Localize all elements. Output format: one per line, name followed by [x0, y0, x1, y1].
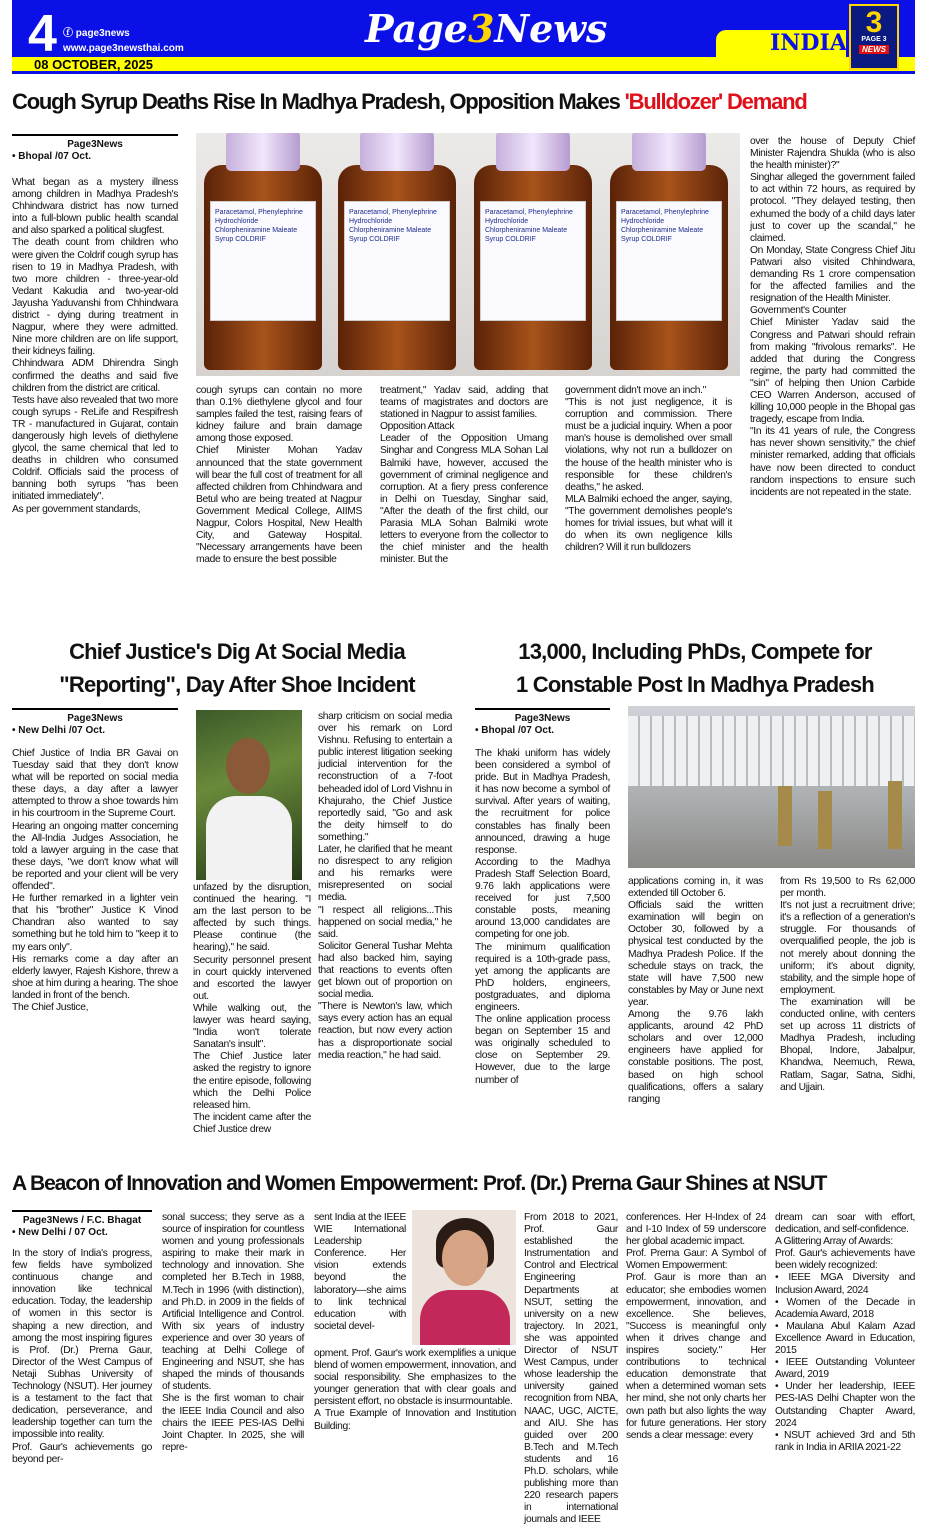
- story1-byline: Page3News • Bhopal /07 Oct.: [12, 134, 178, 163]
- article-paragraph: Prof. Gaur's achievements go beyond per-: [12, 1441, 152, 1465]
- article-paragraph: cough syrups can contain no more than 0.1% diethylene glycol and four samples failed the test, raising fears of kidney failure and brain damage among those exposed.: [196, 385, 362, 445]
- article-paragraph: • NSUT achieved 3rd and 5th rank in India in ARIIA 2021-22: [775, 1429, 915, 1453]
- story3-headline-line2: 1 Constable Post In Madhya Pradesh: [516, 672, 874, 697]
- article-paragraph: On Monday, State Congress Chief Jitu Patwari also visited Chhindwara, demanding Rs 1 crore compensation for the affected families and the resignation of the Health Minister.: [750, 244, 915, 305]
- article-paragraph: The Chief Justice,: [12, 1001, 89, 1013]
- article-paragraph: applications coming in, it was extended till October 6.: [628, 876, 763, 900]
- story4-col3a: [314, 1212, 406, 1333]
- story1-col4: [565, 385, 732, 554]
- article-paragraph: What began as a mystery illness among children in Madhya Pradesh's Chhindwara district has now turned into a full-blown public health scandal and also sparked a political slugfest.: [12, 177, 178, 237]
- article-paragraph: • IEEE Outstanding Volunteer Award, 2019: [775, 1357, 915, 1381]
- article-paragraph: from Rs 19,500 to Rs 62,000 per month.: [780, 876, 915, 900]
- article-paragraph: The examination will be conducted online, with centers set up across 11 districts of Madhya Pradesh, including Bhopal, Indore, Jabalpur, Khandwa, Neemuch, Rewa, Ratlam, Sagar, Satna, Sidhi, and Ujjain.: [780, 996, 915, 1093]
- article-paragraph: Government's Counter: [750, 305, 847, 317]
- page3news-logo: Page3News: [365, 6, 608, 51]
- article-paragraph: "There is Newton's law, which says every action has an equal reaction, but now every action has a disproportionate social media reaction," he had said.: [318, 1001, 452, 1061]
- article-paragraph: From 2018 to 2021, Prof. Gaur established the Instrumentation and Control and Electrical Engineering Departments at NSUT, setting the university on a new trajectory. In 2021, she was appointed Director of NSUT West Campus, under whose leadership the university gained recognition from NBA, NAAC, UGC, AICTE, and AIU. She has guided over 200 B.Tech and M.Tech students and 16 Ph.D. scholars, while publishing more than 220 research papers in international journals and IEEE: [524, 1212, 618, 1526]
- article-paragraph: Hearing an ongoing matter concerning the All-India Judges Association, he told a lawyer arguing in the case that these days, "we don't know what will be reported and your client will be very offended".: [12, 820, 178, 893]
- article-paragraph: Prof. Gaur's achievements have been widely recognized:: [775, 1248, 915, 1272]
- article-paragraph: sent India at the IEEE WIE International Leadership Conference. Her vision extends beyond the laboratory—she aims to link technical education with societal devel-: [314, 1212, 406, 1332]
- story4-col1: [12, 1248, 152, 1466]
- article-paragraph: • IEEE MGA Diversity and Inclusion Award, 2024: [775, 1272, 915, 1296]
- article-paragraph: The Chief Justice later asked the registry to ignore the entire episode, following which the Delhi Police released him.: [193, 1051, 311, 1111]
- story3-col1: [475, 748, 610, 1087]
- article-paragraph: Chief Justice of India BR Gavai on Tuesday said that they don't know what will be reported on social media these days, a day after a lawyer attempted to throw a shoe towards him in his courtroom in the Supreme Court.: [12, 748, 178, 820]
- story2-col3: [318, 711, 452, 1062]
- article-paragraph: • Under her leadership, IEEE PES-IAS Delhi Chapter won the Outstanding Chapter Award, 2024: [775, 1381, 915, 1429]
- article-paragraph: over the house of Deputy Chief Minister Rajendra Shukla (who is also the health minister)?": [750, 136, 915, 172]
- article-paragraph: He further remarked in a lighter vein that his "brother" Justice K Vinod Chandran also wanted to say something but he told him to "keep it to my ears only".: [12, 893, 178, 953]
- issue-date: 08 OCTOBER, 2025: [34, 57, 153, 72]
- article-paragraph: • Women of the Decade in Academia Award, 2018: [775, 1296, 915, 1320]
- article-paragraph: MLA Balmiki echoed the anger, saying, "The government demolishes people's homes for trivial issues, but what will it do when its own negligence kills children? Will it run bulldozers: [565, 493, 732, 554]
- article-paragraph: Leader of the Opposition Umang Singhar and Congress MLA Sohan Lal Balmiki have, however, accused the government of criminal negligence and corruption. At a fiery press conference in Delhi on Tuesday, Singhar said, "After the death of the first child, our Parasia MLA Sohan Balmiki wrote letters to everyone from the collector to the chief minister and the health minister. But the: [380, 433, 548, 566]
- article-paragraph: dream can soar with effort, dedication, and self-confidence.: [775, 1212, 915, 1236]
- page-number: 4: [28, 5, 57, 63]
- article-paragraph: Prof. Prerna Gaur: A Symbol of Women Empowerment:: [626, 1248, 766, 1272]
- article-paragraph: "In its 41 years of rule, the Congress has never shown sensitivity," the chief minister remarked, adding that officials have now been directed to conduct random inspections to ensure such incidents are not repeated in the state.: [750, 426, 915, 498]
- article-paragraph: "This is not just negligence, it is corruption and commission. There must be a judicial inquiry. When a poor man's house is demolished over small violations, why not run a bulldozer on the house of the health minister who is responsible for these children's deaths," he asked.: [565, 397, 732, 493]
- story2-col2: [193, 882, 311, 1136]
- article-paragraph: Chief Minister Mohan Yadav announced that the state government will bear the full cost of treatment for all affected children from Chhindwara and Betul who are being treated at Nagpur Government Medical College, AIIMS Nagpur, Colors Hospital, New Health City, and Gateway Hospital. "Necessary arrangements have been made to ensure the best possible: [196, 445, 362, 566]
- article-paragraph: Later, he clarified that he meant no disrespect to any religion and his remarks were misrepresented on social media.: [318, 844, 452, 904]
- story3-col3: [780, 876, 915, 1094]
- story4-col3b: [314, 1348, 516, 1433]
- story2-col1: [12, 748, 178, 1014]
- article-paragraph: Singhar alleged the government failed to act within 72 hours, as required by protocol. "They delayed testing, then exhumed the body of a child days later just to cover up the scandal," he claimed.: [750, 172, 915, 244]
- story1-headline: Cough Syrup Deaths Rise In Madhya Pradesh, Opposition Makes 'Bulldozer' Demand: [12, 89, 807, 114]
- story4-byline: Page3News / F.C. Bhagat • New Delhi / 07 Oct.: [12, 1210, 152, 1239]
- story4-col2: [162, 1212, 304, 1454]
- article-paragraph: Among the 9.76 lakh applicants, around 42 PhD scholars and over 12,000 engineers have applied for constable positions. The post, based on high school qualifications, offers a salary ranging: [628, 1009, 763, 1105]
- article-paragraph: She is the first woman to chair the IEEE India Council and also chairs the IEEE PES-IAS Delhi Joint Chapter. In 2025, she will repre-: [162, 1393, 304, 1453]
- article-paragraph: His remarks come a day after an elderly lawyer, Rajesh Kishore, threw a shoe at him during a hearing. The shoe landed in front of the bench.: [12, 953, 178, 1001]
- article-paragraph: treatment," Yadav said, adding that teams of magistrates and doctors are stationed in Nagpur to assist families.: [380, 385, 548, 421]
- story4-col5: [626, 1212, 766, 1442]
- story2-byline: Page3News • New Delhi /07 Oct.: [12, 708, 178, 737]
- article-paragraph: The death count from children who were given the Coldrif cough syrup has risen to 19 in Madhya Pradesh, with two more children - three-year-old Vedant Kakudia and two-year-old Jayusha Yaduvanshi from Chhindwara district - dying during treatment in Nagpur, where they were admitted. Nine more children are on life support, their kidneys failing.: [12, 237, 178, 358]
- article-paragraph: sonal success; they serve as a source of inspiration for countless women and young professionals aspiring to make their mark in technology and innovation. She completed her B.Tech in 1988, M.Tech in 1996 (with distinction), and Ph.D. in 2009 in the fields of Artificial Intelligence and Control. With six years of industry experience and over 30 years of teaching at Delhi College of Engineering and NSUT, she has shaped the minds of thousands of students.: [162, 1212, 304, 1393]
- article-paragraph: "I respect all religions...This happened on social media," he said.: [318, 904, 452, 940]
- story1-col3: [380, 385, 548, 566]
- article-paragraph: conferences. Her H-Index of 24 and I-10 Index of 59 underscore her global academic impact.: [626, 1212, 766, 1248]
- article-paragraph: The khaki uniform has widely been considered a symbol of pride. But in Madhya Pradesh, it has now become a symbol of survival. After years of waiting, the recruitment for police constables has finally been announced, drawing a huge response.: [475, 748, 610, 856]
- article-paragraph: Prof. Gaur is more than an educator; she embodies women empowerment, innovation, and excellence. She believes, "Success is meaningful only when it drives change and inspires society." Her contributions to technical education demonstrate that when a determined woman sets her mind, she not only charts her own path but also lights the way for future generations. Her story sends a clear message: every: [626, 1272, 766, 1441]
- story2-headline-line2: "Reporting", Day After Shoe Incident: [59, 672, 415, 697]
- article-paragraph: Officials said the written examination will begin on October 30, followed by a physical test conducted by the Madhya Pradesh Police. If the schedule stays on track, the state will have 7,500 new constables by May or June next year.: [628, 900, 763, 1008]
- story1-col5: [750, 136, 915, 499]
- article-paragraph: Chief Minister Yadav said the Congress and Patwari should refrain from making "frivolous remarks". He added that during the Congress regime, the party had committed the "sin" of helping then Union Carbide CEO Warren Anderson, accused of killing 10,000 people in the Bhopal gas tragedy, escape from India.: [750, 317, 915, 426]
- story4-col6: [775, 1212, 915, 1454]
- article-paragraph: A True Example of Innovation and Institution Building:: [314, 1408, 516, 1432]
- social-handle[interactable]: page3news: [75, 28, 130, 39]
- article-paragraph: According to the Madhya Pradesh Staff Selection Board, 9.76 lakh applications were received for just 7,500 constable posts, meaning around 13,000 candidates are competing for one job.: [475, 856, 610, 941]
- article-paragraph: The minimum qualification required is a 10th-grade pass, yet among the applicants are PhD holders, engineers, postgraduates, and diploma engineers.: [475, 941, 610, 1013]
- cough-syrup-bottles-photo: Paracetamol, Phenylephrine Hydrochloride Chlorpheniramine Maleate Syrup COLDRIF Paracetamol, Phenylephrine Hydrochloride Chlorpheniramine Maleate Syrup COLDRIF Paracetamol, Phenylephrine Hydrochloride Chlorpheniramine Maleate Syrup COLDRIF Paracetamol, Phenylephrine Hydrochloride Chlorpheniramine Maleate Syrup COLDRIF: [196, 133, 740, 376]
- police-recruitment-photo: [628, 706, 915, 868]
- page3-badge-logo: 3 PAGE 3 NEWS: [849, 4, 899, 70]
- website-link[interactable]: www.page3newsthai.com: [63, 43, 184, 54]
- story3-byline: Page3News • Bhopal /07 Oct.: [475, 708, 610, 737]
- story2-headline-line1: Chief Justice's Dig At Social Media: [69, 639, 405, 664]
- article-paragraph: government didn't move an inch.": [565, 385, 706, 396]
- article-paragraph: opment. Prof. Gaur's work exemplifies a unique blend of women empowerment, innovation, and social responsibility. She emphasizes to the younger generation that with clear goals and persistent effort, no obstacle is insurmountable.: [314, 1348, 516, 1408]
- article-paragraph: Tests have also revealed that two more cough syrups - ReLife and Respifresh TR - manufactured in Gujarat, contain dangerously high levels of diethylene glycol, the same chemical that led to deaths in children who consumed Coldrif. Officials said the process of banning both syrups "has been initiated immediately".: [12, 394, 178, 503]
- article-paragraph: It's not just a recruitment drive; it's a reflection of a generation's struggle. For thousands of overqualified people, the job is not merely about donning the uniform; it's about dignity, stability, and the simple hope of employment.: [780, 900, 915, 996]
- article-paragraph: A Glittering Array of Awards:: [775, 1236, 893, 1248]
- article-paragraph: sharp criticism on social media over his remark on Lord Vishnu. Refusing to entertain a public interest litigation seeking judicial intervention for the reconstruction of a 7-foot beheaded idol of Lord Vishnu in Khajuraho, the Chief Justice reportedly said, "Go and ask the deity himself to do something.": [318, 711, 452, 843]
- story1-col2: [196, 385, 362, 566]
- story4-headline: A Beacon of Innovation and Women Empowerment: Prof. (Dr.) Prerna Gaur Shines at NSUT: [12, 1172, 827, 1195]
- article-paragraph: The online application process began on September 15 and was originally scheduled to close on September 29. However, due to the large number of: [475, 1014, 610, 1086]
- prerna-gaur-photo: [412, 1210, 516, 1345]
- story1-col1: [12, 177, 178, 516]
- article-paragraph: While walking out, the lawyer was heard saying, "India won't tolerate Sanatan's insult".: [193, 1002, 311, 1051]
- article-paragraph: Chhindwara ADM Dhirendra Singh confirmed the deaths and said five children from the district are critical.: [12, 358, 178, 394]
- article-paragraph: Solicitor General Tushar Mehta had also backed him, saying that reactions to events often get blown out of proportion on social media.: [318, 940, 452, 1001]
- article-paragraph: In the story of India's progress, few fields have symbolized continuous change and innovation like technical education. Today, the leadership of women in this sector is shaping a new direction, and among the most inspiring figures is Prof. (Dr.) Prerna Gaur, Director of the West Campus of Netaji Subhas University of Technology (NSUT). Her journey is a testament to the fact that dedication, perseverance, and leadership together can turn the impossible into reality.: [12, 1248, 152, 1441]
- article-paragraph: • Maulana Abul Kalam Azad Excellence Award in Education, 2015: [775, 1320, 915, 1357]
- story3-col2: [628, 876, 763, 1106]
- article-paragraph: The incident came after the Chief Justice drew: [193, 1111, 311, 1135]
- chief-justice-photo: [196, 710, 302, 880]
- article-paragraph: unfazed by the disruption, continued the hearing. "I am the last person to be affected by such things. Please continue (the hearing)," he said.: [193, 882, 311, 954]
- story4-col4: [524, 1212, 618, 1526]
- facebook-icon: ⓕ: [63, 28, 76, 39]
- edition-label: INDIA: [770, 30, 847, 56]
- masthead-links: [63, 26, 184, 56]
- article-paragraph: Security personnel present in court quickly intervened and escorted the lawyer out.: [193, 954, 311, 1002]
- article-paragraph: Opposition Attack: [380, 421, 455, 433]
- article-paragraph: As per government standards,: [12, 503, 141, 515]
- story3-headline-line1: 13,000, Including PhDs, Compete for: [518, 639, 872, 664]
